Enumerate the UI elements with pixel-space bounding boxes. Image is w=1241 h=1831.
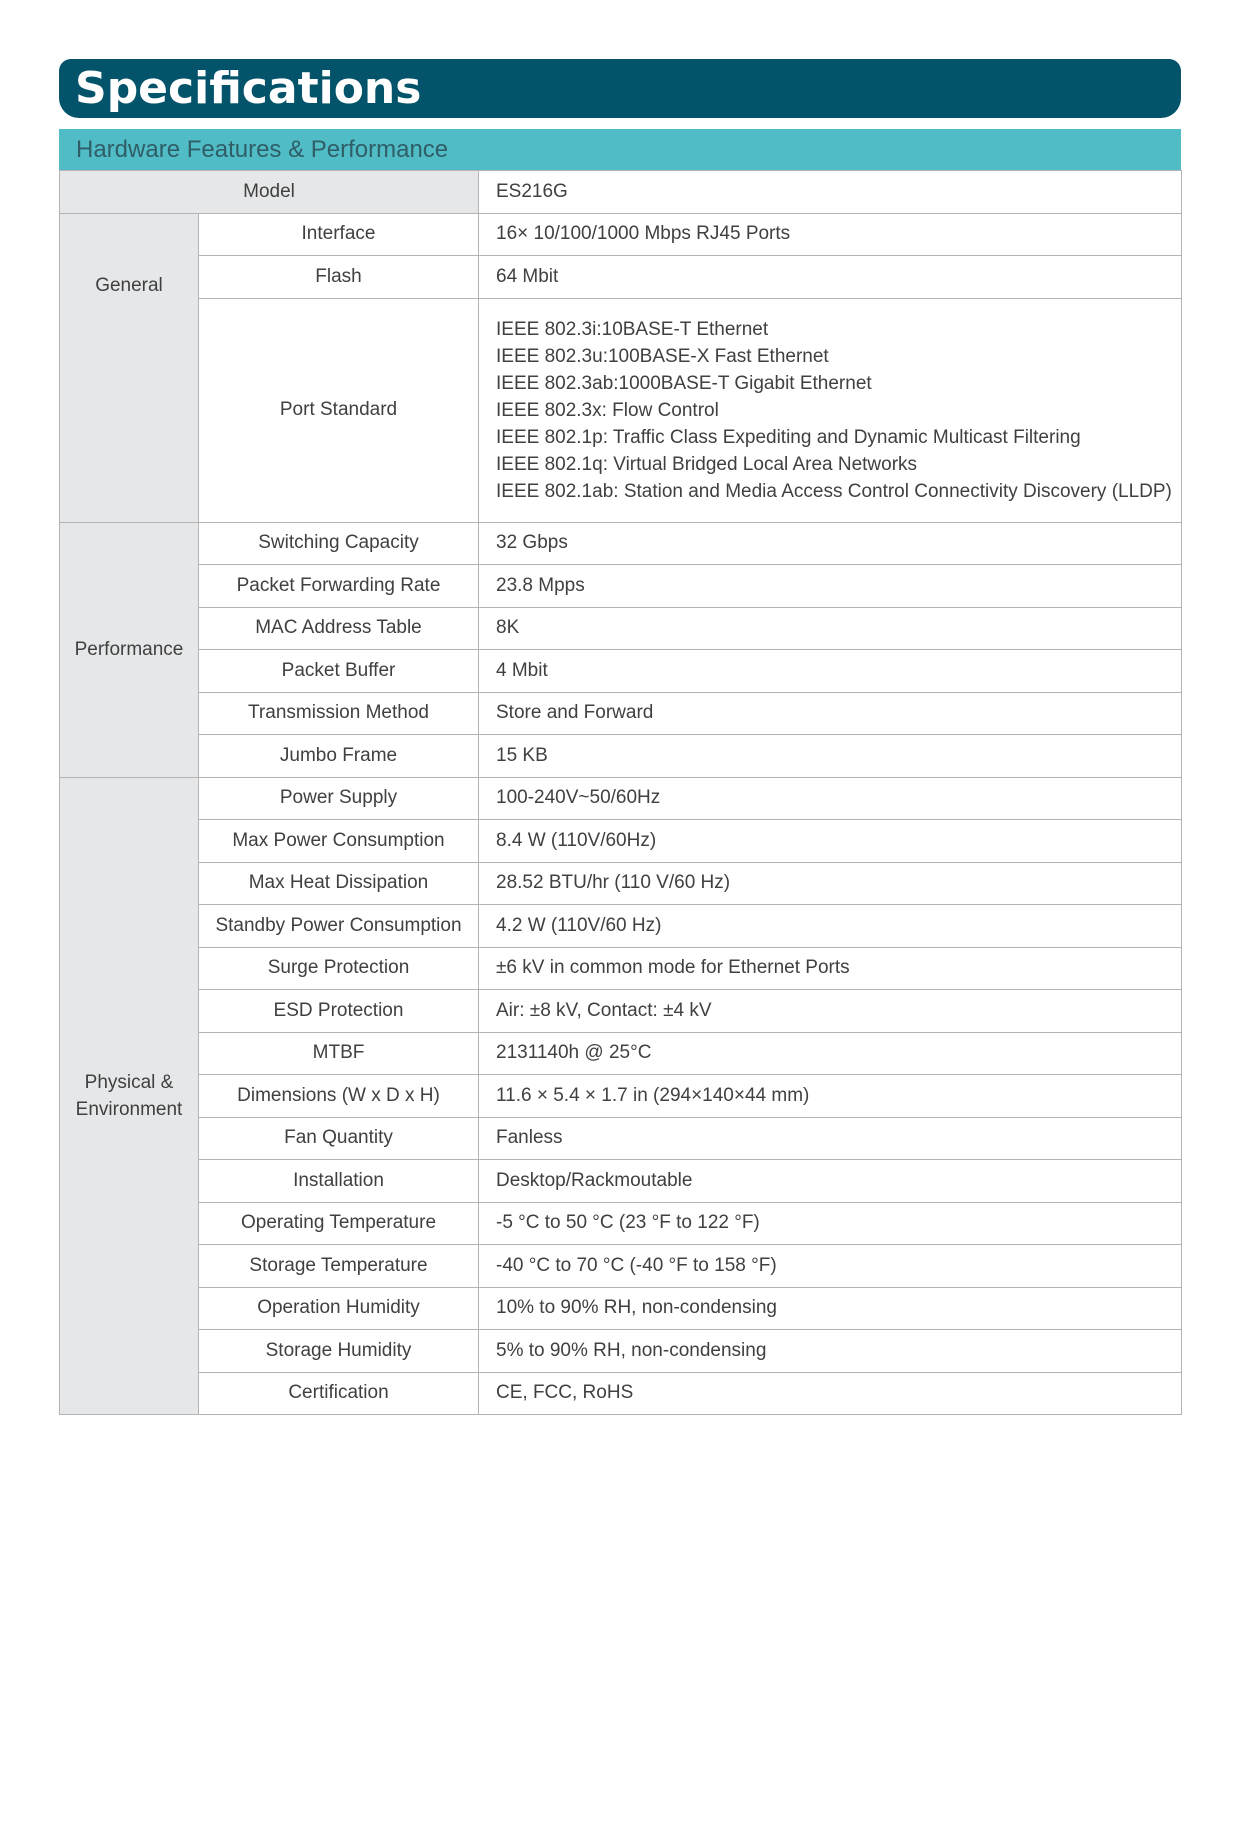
spec-value: 5% to 90% RH, non-condensing bbox=[479, 1330, 1182, 1373]
group-name-line: Environment bbox=[75, 1098, 183, 1120]
table-row bbox=[60, 213, 1182, 256]
table-row bbox=[60, 777, 1182, 820]
table-row bbox=[60, 862, 1182, 905]
spec-label: Packet Forwarding Rate bbox=[199, 565, 479, 608]
spec-label: Transmission Method bbox=[199, 692, 479, 735]
spec-value: 8K bbox=[479, 607, 1182, 650]
table-row bbox=[60, 607, 1182, 650]
spec-value: 15 KB bbox=[479, 735, 1182, 778]
table-row bbox=[60, 1075, 1182, 1118]
table-row bbox=[60, 565, 1182, 608]
page-title: Specifications bbox=[75, 63, 422, 114]
spec-label: MTBF bbox=[199, 1032, 479, 1075]
spec-label: Flash bbox=[199, 256, 479, 299]
spec-value: -5 °C to 50 °C (23 °F to 122 °F) bbox=[479, 1202, 1182, 1245]
table-row bbox=[60, 692, 1182, 735]
spec-value: 23.8 Mpps bbox=[479, 565, 1182, 608]
table-row bbox=[60, 820, 1182, 863]
spec-label: ESD Protection bbox=[199, 990, 479, 1033]
spec-value: 8.4 W (110V/60Hz) bbox=[479, 820, 1182, 863]
port-standard-line: IEEE 802.3i:10BASE-T Ethernet bbox=[496, 318, 769, 340]
spec-label: Max Heat Dissipation bbox=[199, 862, 479, 905]
table-row bbox=[60, 990, 1182, 1033]
spec-label: Packet Buffer bbox=[199, 650, 479, 693]
spec-value: 100-240V~50/60Hz bbox=[479, 777, 1182, 820]
port-standard-line: IEEE 802.3x: Flow Control bbox=[496, 399, 719, 421]
spec-label: Interface bbox=[199, 213, 479, 256]
spec-table bbox=[59, 170, 1182, 1415]
table-row bbox=[60, 1287, 1182, 1330]
spec-label: Dimensions (W x D x H) bbox=[199, 1075, 479, 1118]
spec-value: 11.6 × 5.4 × 1.7 in (294×140×44 mm) bbox=[479, 1075, 1182, 1118]
spec-label: Storage Temperature bbox=[199, 1245, 479, 1288]
spec-value: 4 Mbit bbox=[479, 650, 1182, 693]
spec-label: Fan Quantity bbox=[199, 1117, 479, 1160]
port-standard-line: IEEE 802.1ab: Station and Media Access Control Connectivity Discovery (LLDP) bbox=[496, 480, 1172, 502]
spec-value: Air: ±8 kV, Contact: ±4 kV bbox=[479, 990, 1182, 1033]
table-row bbox=[60, 298, 1182, 522]
port-standard-line: IEEE 802.3ab:1000BASE-T Gigabit Ethernet bbox=[496, 372, 872, 394]
group-physical-environment bbox=[60, 777, 199, 1415]
table-row bbox=[60, 650, 1182, 693]
spec-value: 28.52 BTU/hr (110 V/60 Hz) bbox=[479, 862, 1182, 905]
table-row bbox=[60, 1160, 1182, 1203]
spec-value: 4.2 W (110V/60 Hz) bbox=[479, 905, 1182, 948]
table-row bbox=[60, 1202, 1182, 1245]
spec-label: Certification bbox=[199, 1372, 479, 1415]
spec-label: Jumbo Frame bbox=[199, 735, 479, 778]
table-row bbox=[60, 1117, 1182, 1160]
spec-value: Desktop/Rackmoutable bbox=[479, 1160, 1182, 1203]
spec-label: Operating Temperature bbox=[199, 1202, 479, 1245]
spec-value: 16× 10/100/1000 Mbps RJ45 Ports bbox=[479, 213, 1182, 256]
spec-label: MAC Address Table bbox=[199, 607, 479, 650]
table-row bbox=[60, 905, 1182, 948]
table-row bbox=[60, 1372, 1182, 1415]
spec-label: Surge Protection bbox=[199, 947, 479, 990]
spec-value: -40 °C to 70 °C (-40 °F to 158 °F) bbox=[479, 1245, 1182, 1288]
table-row bbox=[60, 1330, 1182, 1373]
model-value: ES216G bbox=[479, 171, 1182, 214]
model-label: Model bbox=[60, 171, 479, 214]
spec-value: 64 Mbit bbox=[479, 256, 1182, 299]
port-standard-line: IEEE 802.1p: Traffic Class Expediting and Dynamic Multicast Filtering bbox=[496, 426, 1081, 448]
spec-label: Max Power Consumption bbox=[199, 820, 479, 863]
spec-value: Fanless bbox=[479, 1117, 1182, 1160]
spec-value: CE, FCC, RoHS bbox=[479, 1372, 1182, 1415]
table-row bbox=[60, 1245, 1182, 1288]
table-row bbox=[60, 1032, 1182, 1075]
group-general: General bbox=[60, 213, 199, 522]
group-name-line: Physical & bbox=[84, 1071, 174, 1093]
spec-label: Standby Power Consumption bbox=[199, 905, 479, 948]
spec-label: Switching Capacity bbox=[199, 522, 479, 565]
spec-value: 2131140h @ 25°C bbox=[479, 1032, 1182, 1075]
spec-label: Power Supply bbox=[199, 777, 479, 820]
port-standard-line: IEEE 802.3u:100BASE-X Fast Ethernet bbox=[496, 345, 829, 367]
spec-value: 10% to 90% RH, non-condensing bbox=[479, 1287, 1182, 1330]
spec-value: ±6 kV in common mode for Ethernet Ports bbox=[479, 947, 1182, 990]
spec-label: Port Standard bbox=[199, 298, 479, 522]
table-row bbox=[60, 256, 1182, 299]
spec-value-list bbox=[479, 298, 1182, 522]
port-standard-line: IEEE 802.1q: Virtual Bridged Local Area Networks bbox=[496, 453, 918, 475]
spec-label: Operation Humidity bbox=[199, 1287, 479, 1330]
group-performance: Performance bbox=[60, 522, 199, 777]
title-bar bbox=[59, 59, 1181, 118]
table-row bbox=[60, 947, 1182, 990]
section-title: Hardware Features & Performance bbox=[76, 135, 449, 163]
table-row bbox=[60, 522, 1182, 565]
table-row-model bbox=[60, 171, 1182, 214]
section-header bbox=[59, 129, 1181, 170]
spec-value: 32 Gbps bbox=[479, 522, 1182, 565]
spec-label: Storage Humidity bbox=[199, 1330, 479, 1373]
table-row bbox=[60, 735, 1182, 778]
spec-label: Installation bbox=[199, 1160, 479, 1203]
spec-value: Store and Forward bbox=[479, 692, 1182, 735]
